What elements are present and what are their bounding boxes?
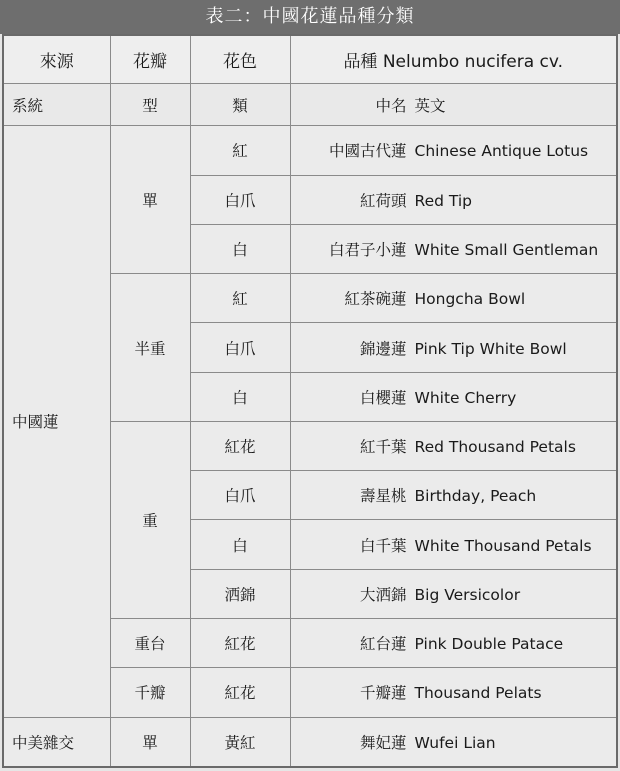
variety-cell <box>290 372 617 421</box>
variety-zh: 白君子小蓮 <box>328 241 407 259</box>
variety-zh: 錦邊蓮 <box>359 339 407 358</box>
header-petal: 花瓣 <box>110 35 190 84</box>
subheader-system: 系統 <box>3 84 110 126</box>
header-color: 花色 <box>190 35 290 84</box>
variety-cell <box>290 668 617 717</box>
petal-single: 單 <box>110 126 190 274</box>
variety-en: Birthday, Peach <box>414 487 537 506</box>
variety-zh: 白千葉 <box>359 536 407 555</box>
variety-cell <box>290 471 617 520</box>
color-cell: 紅花 <box>190 421 290 470</box>
variety-cell <box>290 619 617 668</box>
variety-zh: 中國古代蓮 <box>328 142 407 161</box>
variety-zh: 白櫻蓮 <box>359 388 407 407</box>
variety-zh: 紅茶碗蓮 <box>344 290 407 309</box>
color-cell: 紅 <box>190 274 290 323</box>
color-cell: 紅花 <box>190 619 290 668</box>
subheader-class: 類 <box>190 84 290 126</box>
group-hybrid: 中美雜交 <box>3 717 110 767</box>
header-variety: 品種 Nelumbo nucifera cv. <box>290 35 617 84</box>
variety-en: Red Thousand Petals <box>414 438 576 457</box>
subheader-names <box>290 84 617 126</box>
color-cell: 白爪 <box>190 471 290 520</box>
petal-double-platform: 重台 <box>110 619 190 668</box>
variety-en: Thousand Pelats <box>414 684 542 703</box>
variety-cell <box>290 175 617 224</box>
color-cell: 黃紅 <box>190 717 290 767</box>
subheader-zh: 中名 <box>375 96 407 115</box>
subheader-type: 型 <box>110 84 190 126</box>
table-row <box>3 126 617 175</box>
table-title: 表二：中國花蓮品種分類 <box>0 0 620 34</box>
header-row <box>3 35 617 84</box>
variety-cell <box>290 274 617 323</box>
variety-zh: 舞妃蓮 <box>359 733 407 752</box>
variety-en: White Thousand Petals <box>414 536 592 555</box>
petal-thousand: 千瓣 <box>110 668 190 717</box>
variety-cell <box>290 126 617 175</box>
variety-en: Chinese Antique Lotus <box>414 142 589 161</box>
variety-en: Pink Tip White Bowl <box>414 339 567 358</box>
variety-cell <box>290 421 617 470</box>
color-cell: 紅 <box>190 126 290 175</box>
color-cell: 洒錦 <box>190 569 290 618</box>
variety-cell <box>290 224 617 273</box>
variety-en: Wufei Lian <box>414 733 496 752</box>
variety-zh: 紅荷頭 <box>359 191 407 210</box>
variety-zh: 紅台蓮 <box>359 635 407 654</box>
variety-cell <box>290 717 617 767</box>
petal-semi-double: 半重 <box>110 274 190 422</box>
variety-cell <box>290 569 617 618</box>
lotus-variety-table <box>2 34 618 768</box>
variety-en: Pink Double Patace <box>414 635 564 654</box>
color-cell: 白爪 <box>190 323 290 372</box>
color-cell: 白 <box>190 372 290 421</box>
variety-en: White Small Gentleman <box>414 241 599 259</box>
variety-zh: 紅千葉 <box>359 438 407 457</box>
color-cell: 白 <box>190 520 290 569</box>
variety-zh: 壽星桃 <box>359 487 407 506</box>
variety-cell <box>290 323 617 372</box>
variety-en: Big Versicolor <box>414 585 521 604</box>
variety-en: Hongcha Bowl <box>414 290 526 309</box>
table-row <box>3 717 617 767</box>
subheader-row <box>3 84 617 126</box>
color-cell: 白 <box>190 224 290 273</box>
variety-en: Red Tip <box>414 191 473 210</box>
group-china: 中國蓮 <box>3 126 110 717</box>
variety-zh: 大洒錦 <box>359 585 407 604</box>
color-cell: 白爪 <box>190 175 290 224</box>
variety-zh: 千瓣蓮 <box>359 684 407 703</box>
color-cell: 紅花 <box>190 668 290 717</box>
variety-en: White Cherry <box>414 388 517 407</box>
variety-cell <box>290 520 617 569</box>
petal-hybrid-single: 單 <box>110 717 190 767</box>
header-source: 來源 <box>3 35 110 84</box>
subheader-en: 英文 <box>414 96 446 115</box>
petal-double: 重 <box>110 421 190 618</box>
